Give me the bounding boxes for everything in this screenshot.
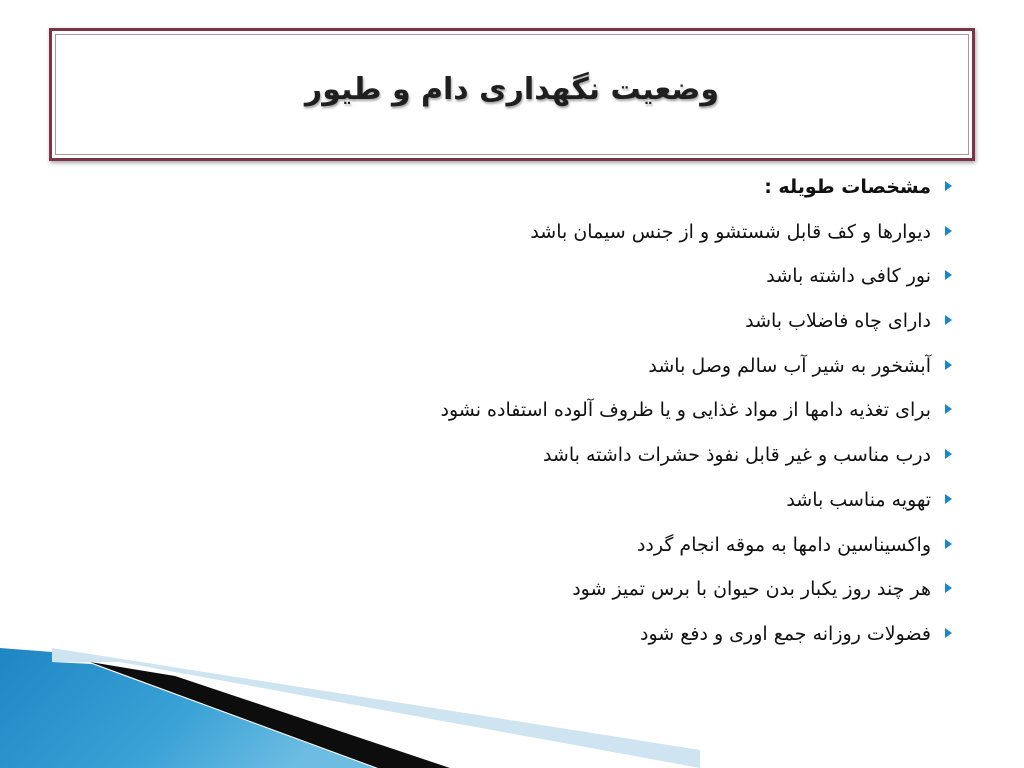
list-item xyxy=(252,438,952,483)
list-item xyxy=(252,528,952,573)
list-item xyxy=(252,483,952,528)
triangle-bullet-icon xyxy=(945,628,952,638)
list-item xyxy=(252,572,952,617)
list-item xyxy=(252,393,952,438)
list-item-text: فضولات روزانه جمع اوری و دفع شود xyxy=(640,622,931,645)
list-item-text: تهویه مناسب باشد xyxy=(786,488,931,511)
triangle-bullet-icon xyxy=(945,360,952,370)
list-item xyxy=(252,170,952,215)
list-item-text: مشخصات طویله : xyxy=(764,176,931,198)
list-item-text: واکسیناسین دامها به موقه انجام گردد xyxy=(636,533,931,556)
triangle-bullet-icon xyxy=(945,226,952,236)
triangle-bullet-icon xyxy=(945,404,952,414)
list-item-text: هر چند روز یکبار بدن حیوان با برس تمیز شود xyxy=(572,578,931,601)
list-item-text: دارای چاه فاضلاب باشد xyxy=(745,310,931,333)
triangle-bullet-icon xyxy=(945,449,952,459)
triangle-bullet-icon xyxy=(945,270,952,280)
slide-title: وضعیت نگهداری دام و طیور xyxy=(304,72,720,107)
triangle-bullet-icon xyxy=(945,539,952,549)
blue-wedge xyxy=(0,648,375,768)
list-item-text: آبشخور به شیر آب سالم وصل باشد xyxy=(648,354,931,377)
list-item-text: برای تغذیه دامها از مواد غذایی و یا ظروف آلوده استفاده نشود xyxy=(440,399,931,422)
triangle-bullet-icon xyxy=(945,494,952,504)
list-item-text: درب مناسب و غیر قابل نفوذ حشرات داشته باشد xyxy=(542,444,931,467)
bullet-list xyxy=(252,170,952,662)
triangle-bullet-icon xyxy=(945,315,952,325)
list-item-text: نور کافی داشته باشد xyxy=(766,265,931,288)
list-item xyxy=(252,259,952,304)
triangle-bullet-icon xyxy=(945,181,952,191)
list-item xyxy=(252,304,952,349)
triangle-bullet-icon xyxy=(945,583,952,593)
list-item-text: دیوارها و کف قابل شستشو و از جنس سیمان باشد xyxy=(530,220,931,243)
corner-decoration xyxy=(0,648,700,768)
list-item xyxy=(252,349,952,394)
list-item xyxy=(252,215,952,260)
